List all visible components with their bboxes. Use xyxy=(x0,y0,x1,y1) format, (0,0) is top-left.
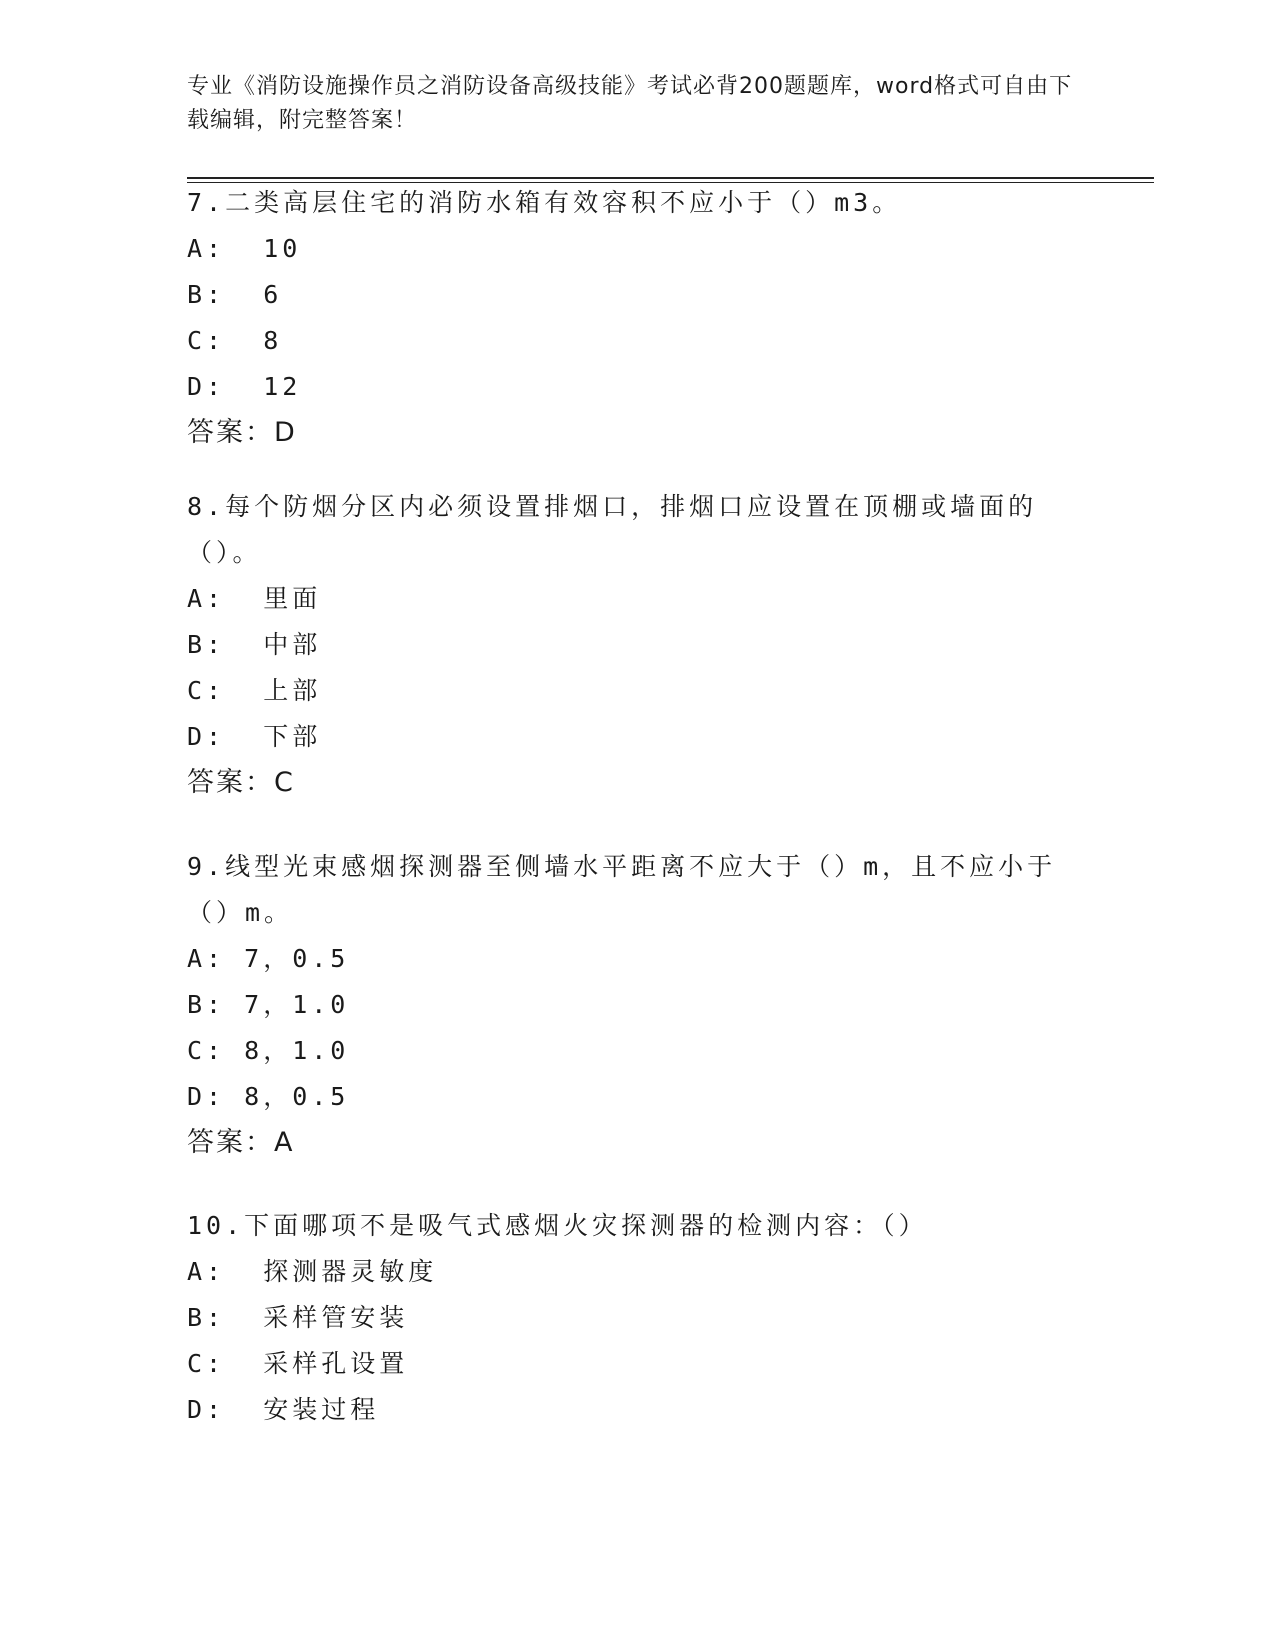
question-stem: 7.二类高层住宅的消防水箱有效容积不应小于（）m3。 xyxy=(187,188,902,217)
option-c: C: 8 xyxy=(187,326,283,355)
option-c: C: 采样孔设置 xyxy=(187,1349,409,1378)
question-stem: 9.线型光束感烟探测器至侧墙水平距离不应大于（）m，且不应小于（）m。 xyxy=(187,852,1057,927)
document-header: 专业《消防设施操作员之消防设备高级技能》考试必背200题题库，word格式可自由下载编辑，附完整答案！ xyxy=(187,74,1073,133)
question-stem: 8.每个防烟分区内必须设置排烟口，排烟口应设置在顶棚或墙面的（）。 xyxy=(187,492,1038,567)
option-b: B: 中部 xyxy=(187,630,322,659)
question-7 xyxy=(187,180,1067,456)
option-b: B: 采样管安装 xyxy=(187,1303,409,1332)
option-d: D: 12 xyxy=(187,372,302,401)
question-10 xyxy=(187,1203,1067,1433)
option-a: A: 探测器灵敏度 xyxy=(187,1257,438,1286)
answer-label: 答案：D xyxy=(187,417,297,448)
option-b: B: 6 xyxy=(187,280,283,309)
question-8 xyxy=(187,484,1067,806)
option-d: D: 8，0.5 xyxy=(187,1082,350,1111)
question-stem: 10.下面哪项不是吸气式感烟火灾探测器的检测内容：（） xyxy=(187,1211,928,1240)
option-a: A: 里面 xyxy=(187,584,322,613)
answer-label: 答案：A xyxy=(187,1127,295,1158)
option-c: C: 上部 xyxy=(187,676,322,705)
question-9 xyxy=(187,844,1067,1166)
option-a: A: 10 xyxy=(187,234,302,263)
option-d: D: 下部 xyxy=(187,722,322,751)
answer-label: 答案：C xyxy=(187,767,295,798)
option-b: B: 7，1.0 xyxy=(187,990,350,1019)
option-d: D: 安装过程 xyxy=(187,1395,380,1424)
option-c: C: 8，1.0 xyxy=(187,1036,350,1065)
header-rule xyxy=(187,177,1154,179)
option-a: A: 7，0.5 xyxy=(187,944,350,973)
